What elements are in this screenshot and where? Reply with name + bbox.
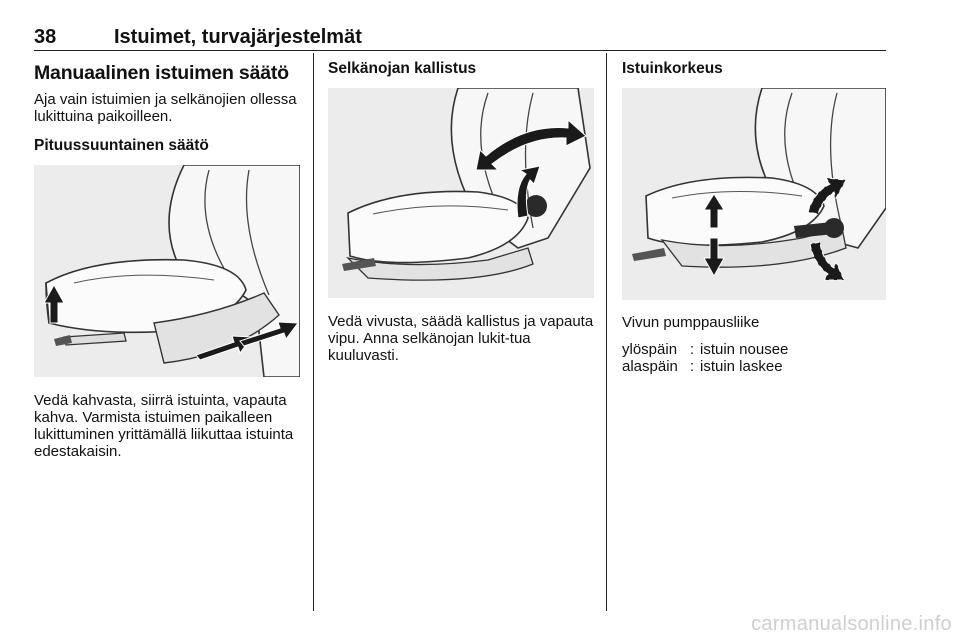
list-term: alaspäin xyxy=(622,358,678,375)
subheading-longitudinal: Pituussuuntainen säätö xyxy=(34,137,209,154)
column-3 xyxy=(622,60,886,375)
backrest-instructions: Vedä vivusta, säädä kallistus ja vapauta vipu. Anna selkänojan lukit-tua kuuluvasti. xyxy=(328,313,594,364)
list-item xyxy=(622,358,886,375)
running-title: Istuimet, turvajärjestelmät xyxy=(114,26,362,48)
subheading-backrest: Selkänojan kallistus xyxy=(328,60,477,77)
column-divider-1 xyxy=(313,53,314,611)
list-term: ylöspäin xyxy=(622,341,678,358)
column-divider-2 xyxy=(606,53,607,611)
intro-text: Aja vain istuimien ja selkänojien ollessa lukittuina paikoilleen. xyxy=(34,91,297,125)
subheading-seat-height: Istuinkorkeus xyxy=(622,60,723,77)
seat-height-instructions: Vivun pumppausliike xyxy=(622,314,760,331)
longitudinal-instructions: Vedä kahvasta, siirrä istuinta, vapauta kahva. Varmista istuimen paikalleen lukittuminen yrittämällä liikuttaa istuinta edestakaisin. xyxy=(34,392,294,460)
list-description: istuin laskee xyxy=(700,358,783,375)
list-item xyxy=(622,341,886,358)
column-1 xyxy=(34,60,302,460)
backrest-recline-illustration xyxy=(328,88,594,298)
header-rule xyxy=(34,50,886,51)
section-title: Manuaalinen istuimen säätö xyxy=(34,62,289,84)
seat-height-list xyxy=(622,341,886,375)
page-number: 38 xyxy=(34,26,57,48)
list-separator: : xyxy=(689,358,695,375)
watermark: carmanualsonline.info xyxy=(751,613,952,635)
list-description: istuin nousee xyxy=(700,341,789,358)
list-separator: : xyxy=(689,341,695,358)
column-2 xyxy=(328,60,594,364)
seat-height-illustration xyxy=(622,88,886,300)
page-header xyxy=(34,26,886,50)
seat-longitudinal-adjustment-illustration xyxy=(34,165,300,377)
